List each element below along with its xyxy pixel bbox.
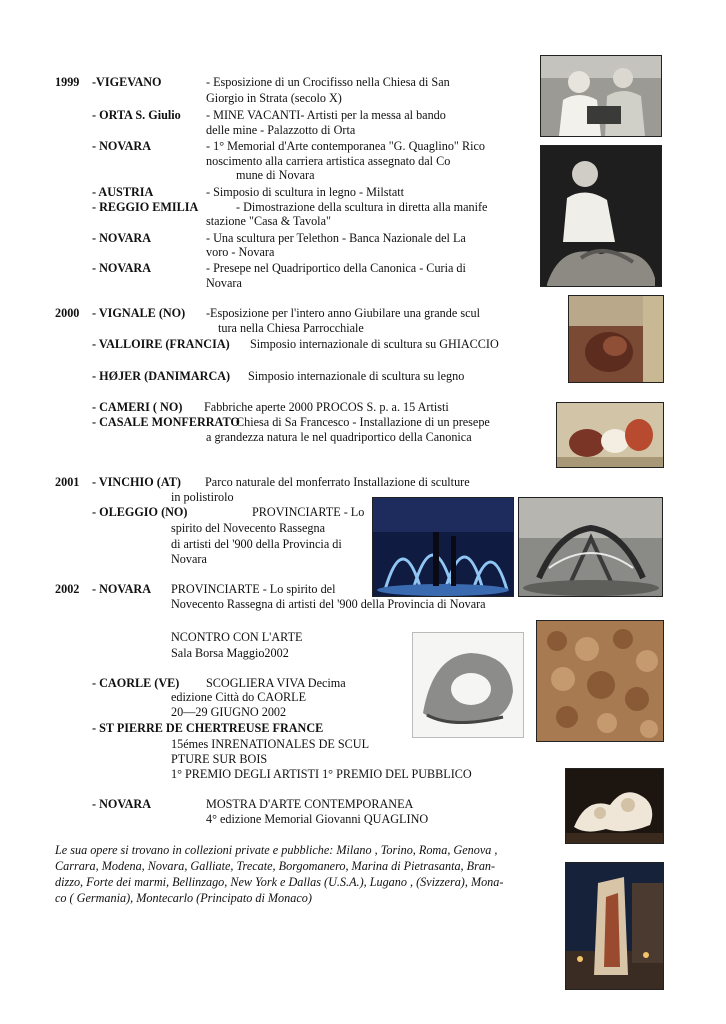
entry-place: -VIGEVANO	[92, 75, 162, 89]
footer-text: Le sua opere si trovano in collezioni private e pubbliche: Milano , Torino, Roma, Genova ,	[55, 843, 498, 857]
entry-text: PROVINCIARTE - Lo	[252, 505, 365, 519]
sculptor-carving-photo	[540, 145, 662, 287]
white-sculpture-photo	[412, 632, 524, 738]
footer-text: Carrara, Modena, Novara, Galliate, Trecate, Borgomanero, Marina di Pietrasanta, Bran-	[55, 859, 496, 873]
entry-place: - NOVARA	[92, 582, 152, 596]
sculptor-portrait-photo	[540, 55, 662, 137]
entry-text: noscimento alla carriera artistica assegnato dal Co	[206, 154, 451, 168]
entry-text: -Esposizione per l'intero anno Giubilare una grande scul	[206, 306, 480, 320]
year-1999: 1999	[55, 75, 80, 89]
entry-text: MOSTRA D'ARTE CONTEMPORANEA	[206, 797, 414, 811]
entry-text: Simposio internazionale di scultura su legno	[248, 369, 465, 383]
entry-text: Novecento Rassegna di artisti del '900 della Provincia di Novara	[171, 597, 486, 611]
year-2000: 2000	[55, 306, 80, 320]
entry-text: voro - Novara	[206, 245, 275, 259]
entry-place: - NOVARA	[92, 139, 152, 153]
entry-text: Giorgio in Strata (secolo X)	[206, 91, 342, 105]
entry-place: - VIGNALE (NO)	[92, 306, 186, 320]
entry-text: PTURE SUR BOIS	[171, 752, 268, 766]
entry-text: - MINE VACANTI- Artisti per la messa al bando	[206, 108, 446, 122]
entry-text: SCOGLIERA VIVA Decima	[206, 676, 346, 690]
entry-text: 4° edizione Memorial Giovanni QUAGLINO	[206, 812, 429, 826]
entry-place: - VALLOIRE (FRANCIA)	[92, 337, 230, 351]
entry-text: PROVINCIARTE - Lo spirito del	[171, 582, 336, 596]
entry-text: - Presepe nel Quadriportico della Canonica - Curia di	[206, 261, 466, 275]
footer-text: dizzo, Forte dei marmi, Bellinzago, New York e Dallas (U.S.A.), Lugano , (Svizzera), Mona-	[55, 875, 504, 889]
entry-place: - REGGIO EMILIA	[92, 200, 199, 214]
entry-text: Simposio internazionale di scultura su GHIACCIO	[250, 337, 499, 351]
year-2002: 2002	[55, 582, 80, 596]
entry-text: mune di Novara	[236, 168, 315, 182]
entry-place: - CASALE MONFERRATO	[92, 415, 240, 429]
entry-place: - ORTA S. Giulio	[92, 108, 181, 122]
monument-photo	[565, 862, 664, 990]
entry-place: - OLEGGIO (NO)	[92, 505, 188, 519]
entry-place: - ST PIERRE DE CHERTREUSE FRANCE	[92, 721, 324, 735]
entry-text: delle mine - Palazzotto di Orta	[206, 123, 356, 137]
presepe-photo	[556, 402, 664, 468]
fountain-night-photo	[372, 497, 514, 597]
fountain-day-photo	[518, 497, 663, 597]
entry-text: in polistirolo	[171, 490, 234, 504]
entry-text: 1° PREMIO DEGLI ARTISTI 1° PREMIO DEL PUBBLICO	[171, 767, 472, 781]
entry-place: - HØJER (DANIMARCA)	[92, 369, 231, 383]
entry-text: a grandezza natura le nel quadriportico della Canonica	[206, 430, 472, 444]
entry-place: - CAORLE (VE)	[92, 676, 180, 690]
entry-text: - Una scultura per Telethon - Banca Nazionale del La	[206, 231, 466, 245]
entry-text: spirito del Novecento Rassegna	[171, 521, 325, 535]
sculpture-interior-photo	[568, 295, 664, 383]
entry-text: 15émes INRENATIONALES DE SCUL	[171, 737, 370, 751]
relief-texture-photo	[536, 620, 664, 742]
entry-text: di artisti del '900 della Provincia di	[171, 537, 342, 551]
year-2001: 2001	[55, 475, 80, 489]
entry-place: - NOVARA	[92, 231, 152, 245]
entry-text: Sala Borsa Maggio2002	[171, 646, 289, 660]
entry-place: - AUSTRIA	[92, 185, 154, 199]
entry-place: - NOVARA	[92, 797, 152, 811]
entry-text: NCONTRO CON L'ARTE	[171, 630, 303, 644]
footer-text: co ( Germania), Montecarlo (Principato di Monaco)	[55, 891, 312, 905]
entry-place: - NOVARA	[92, 261, 152, 275]
installation-photo	[565, 768, 664, 844]
entry-place: - VINCHIO (AT)	[92, 475, 181, 489]
entry-text: Fabbriche aperte 2000 PROCOS S. p. a. 15 Artisti	[204, 400, 449, 414]
entry-text: - Esposizione di un Crocifisso nella Chiesa di San	[206, 75, 450, 89]
entry-text: Chiesa di Sa Francesco - Installazione di un presepe	[236, 415, 490, 429]
entry-text: Novara	[206, 276, 242, 290]
entry-text: - 1° Memorial d'Arte contemporanea "G. Quaglino" Rico	[206, 139, 485, 153]
entry-place: - CAMERI ( NO)	[92, 400, 183, 414]
entry-text: stazione "Casa & Tavola"	[206, 214, 331, 228]
entry-text: - Simposio di scultura in legno - Milstatt	[206, 185, 405, 199]
entry-text: tura nella Chiesa Parrocchiale	[218, 321, 364, 335]
entry-text: - Dimostrazione della scultura in diretta alla manife	[236, 200, 488, 214]
entry-text: edizione Città do CAORLE	[171, 690, 307, 704]
entry-text: Parco naturale del monferrato Installazione di sculture	[205, 475, 470, 489]
entry-text: 20—29 GIUGNO 2002	[171, 705, 287, 719]
entry-text: Novara	[171, 552, 207, 566]
